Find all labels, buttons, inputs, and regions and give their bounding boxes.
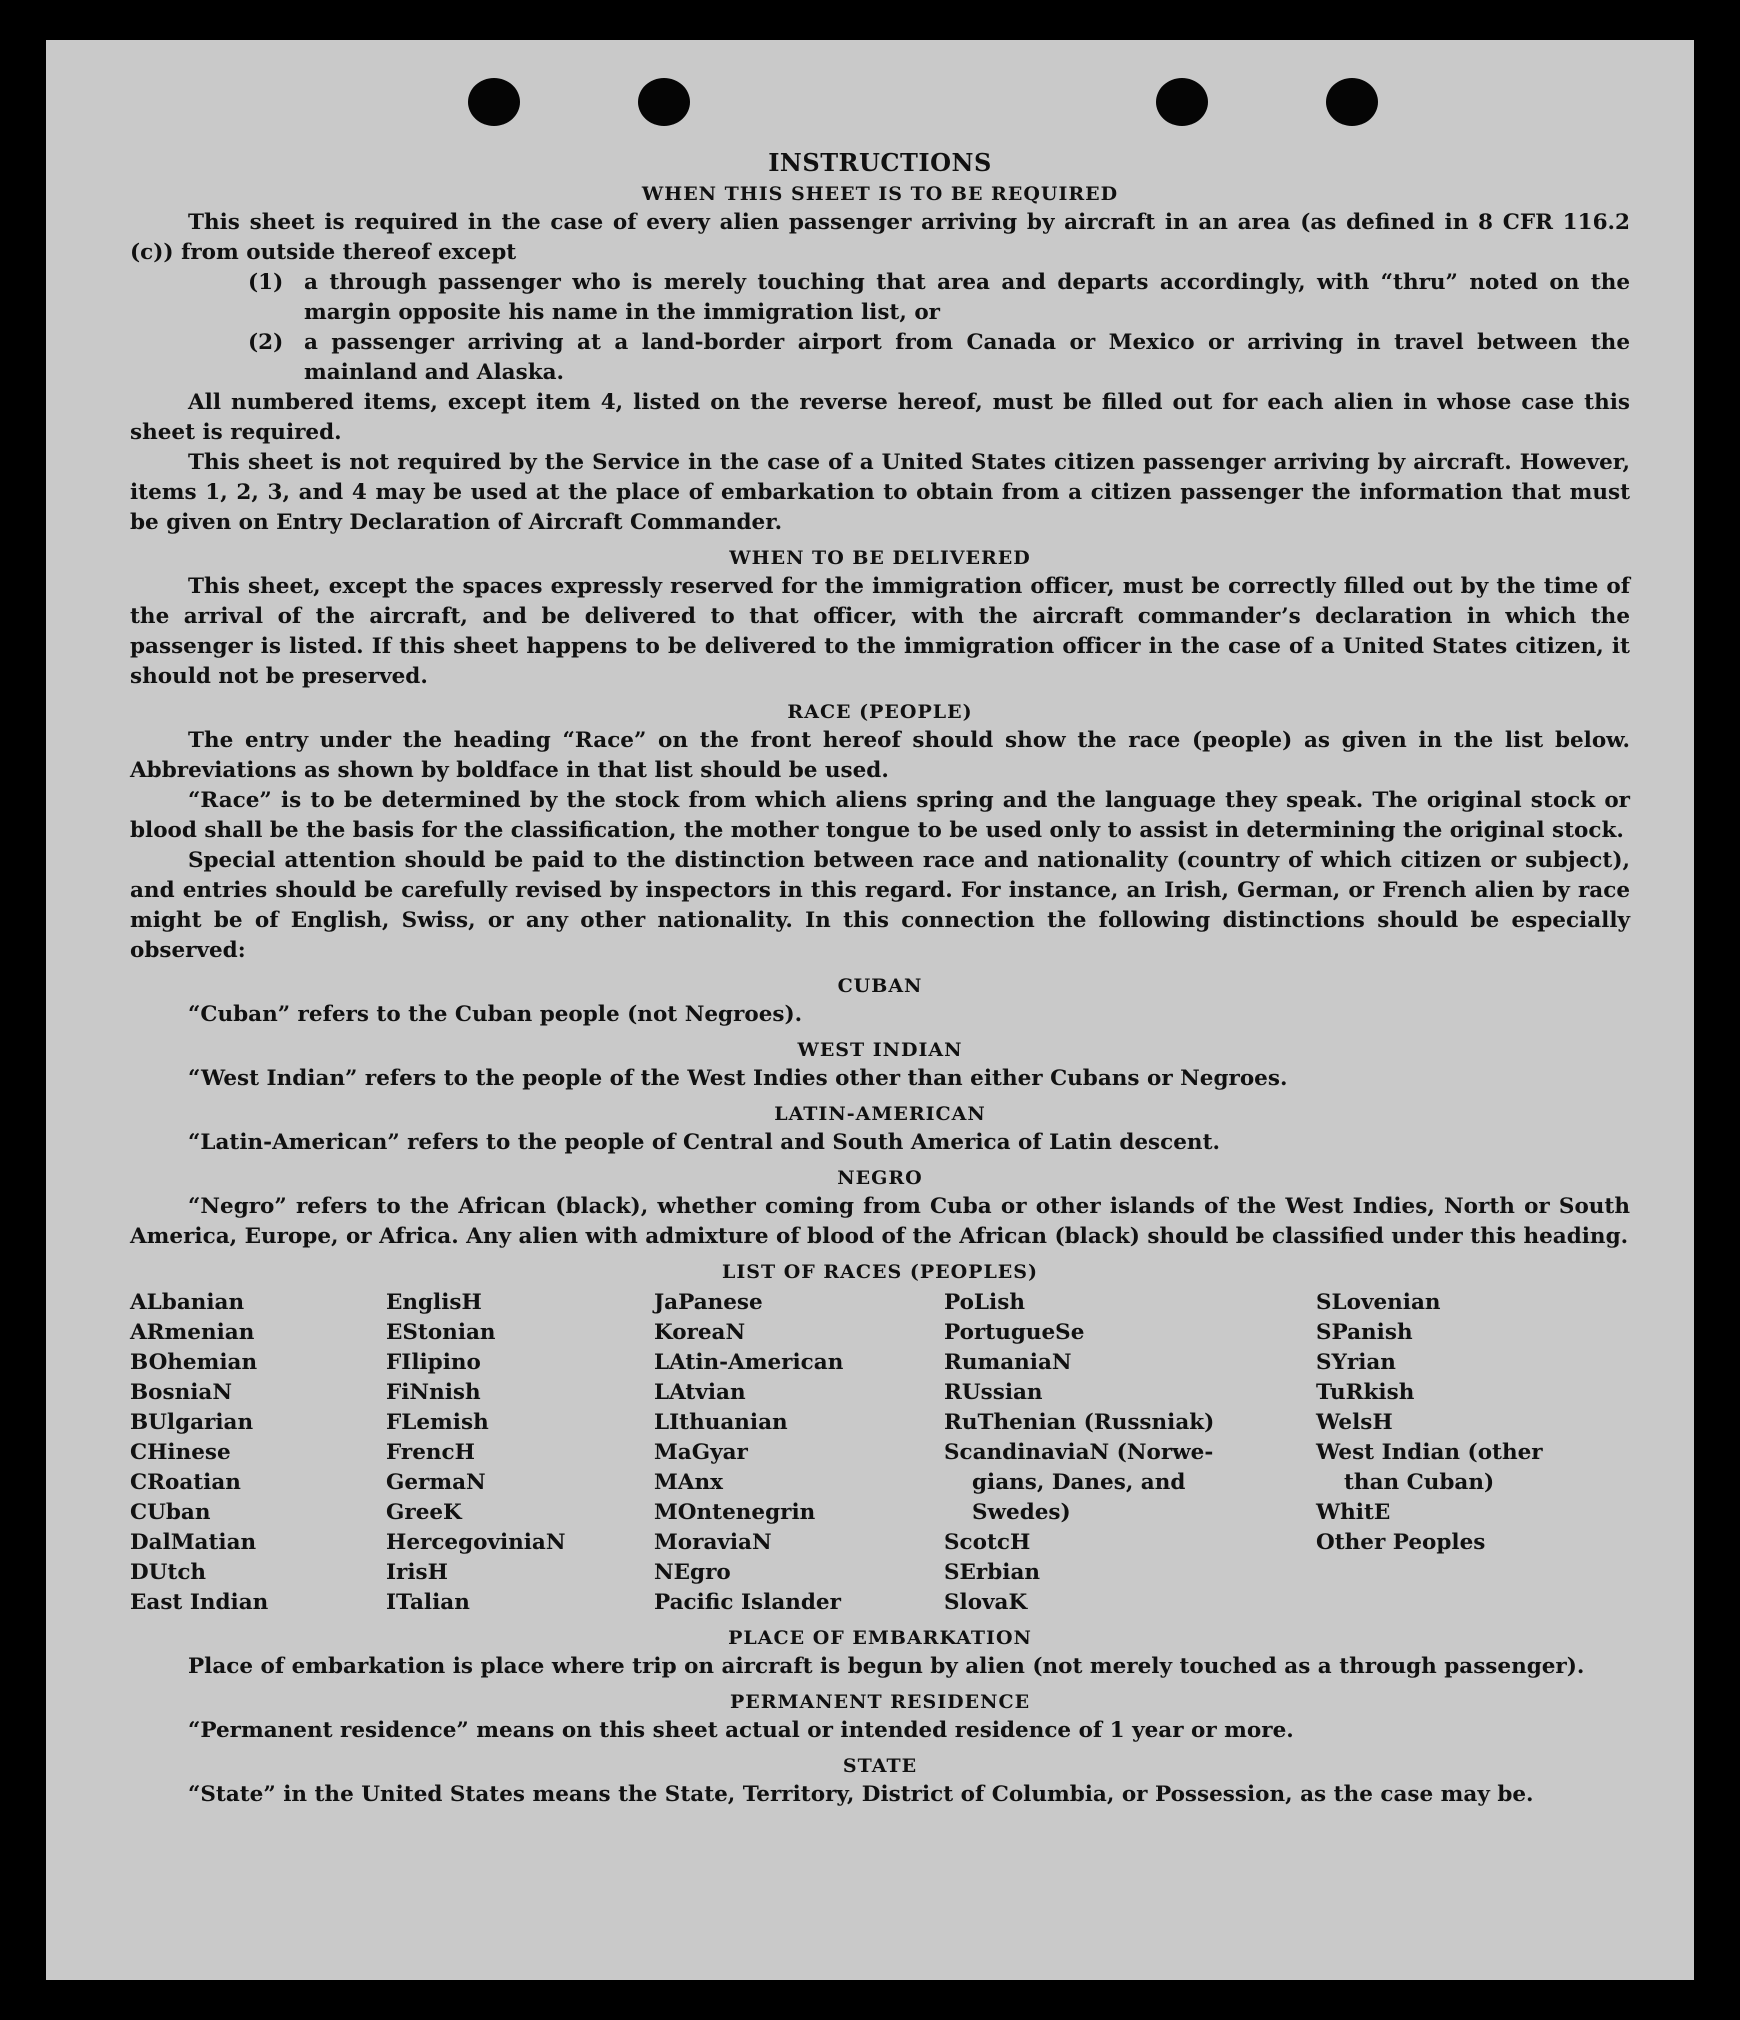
race-column [1316,1288,1616,1618]
race-entry: GreeK [386,1500,462,1525]
race-entry: ITalian [386,1590,470,1615]
race-entry: HercegoviniaN [386,1530,566,1555]
race-entry: SlovaK [944,1590,1028,1615]
race-entry: BosniaN [130,1380,232,1405]
race-entry: CUban [130,1500,211,1525]
race-entry: EStonian [386,1320,496,1345]
race-entry: WhitE [1316,1500,1391,1525]
exception-number: (2) [248,330,284,355]
heading-race: RACE (PEOPLE) [787,701,973,723]
numbered-items-paragraph: All numbered items, except item 4, listed on the reverse hereof, must be filled out for each alien in whose case this sheet is required. [130,390,1630,445]
permanent-residence-text: “Permanent residence” means on this sheet actual or intended residence of 1 year or more. [188,1718,1294,1743]
embarkation-text: Place of embarkation is place where trip on aircraft is begun by alien (not merely touched as a through passenger). [188,1654,1585,1679]
race-entry: TuRkish [1316,1380,1415,1405]
race-entry: BUlgarian [130,1410,254,1435]
race-entry: SYrian [1316,1350,1396,1375]
heading-when-required: WHEN THIS SHEET IS TO BE REQUIRED [641,183,1119,205]
race-entry: DalMatian [130,1530,257,1555]
race-column [130,1288,386,1618]
race-entry: ALbanian [130,1290,245,1315]
heading-list-of-races: LIST OF RACES (PEOPLES) [722,1261,1038,1283]
punch-hole [468,78,520,126]
race-entry: East Indian [130,1590,269,1615]
exception-text: a through passenger who is merely touching that area and departs accordingly, with “thru” noted on the margin opposite his name in the immigration list, or [304,270,1630,325]
race-entry: MOntenegrin [654,1500,816,1525]
race-entry: FIlipino [386,1350,481,1375]
cuban-text: “Cuban” refers to the Cuban people (not Negroes). [188,1002,803,1027]
heading-permanent-residence: PERMANENT RESIDENCE [729,1691,1031,1713]
race-entry-continuation: Swedes) [972,1500,1071,1525]
when-required-intro: This sheet is required in the case of every alien passenger arriving by aircraft in an area (as defined in 8 CFR 116.2 (c)) from outside thereof except [130,210,1630,265]
race-entry: SErbian [944,1560,1041,1585]
race-entry: FLemish [386,1410,489,1435]
race-list [130,1288,1630,1618]
race-entry: ScotcH [944,1530,1031,1555]
instructions-content [130,146,1630,1810]
west-indian-text: “West Indian” refers to the people of the West Indies other than either Cubans or Negroes. [188,1066,1288,1091]
race-entry: RuThenian (Russniak) [944,1410,1215,1435]
heading-west-indian: WEST INDIAN [797,1039,963,1061]
race-entry: MaGyar [654,1440,748,1465]
race-entry: LIthuanian [654,1410,788,1435]
race-entry: ARmenian [130,1320,255,1345]
race-entry: ScandinaviaN (Norwe- [944,1440,1214,1465]
citizen-paragraph: This sheet is not required by the Service in the case of a United States citizen passenger arriving by aircraft. However, items 1, 2, 3, and 4 may be used at the place of embarkation to obtain from a citizen passenger the information that must be given on Entry Declaration of Aircraft Commander. [130,450,1630,535]
heading-latin-american: LATIN-AMERICAN [774,1103,986,1125]
race-entry: FiNnish [386,1380,481,1405]
race-entry: PoLish [944,1290,1025,1315]
heading-state: STATE [842,1755,918,1777]
exception-number: (1) [248,270,284,295]
race-entry-continuation: gians, Danes, and [972,1470,1186,1495]
when-delivered-text: This sheet, except the spaces expressly reserved for the immigration officer, must be correctly filled out by the time of the arrival of the aircraft, and be delivered to that officer, with the aircraft commander’s declaration in which the passenger is listed. If this sheet happens to be delivered to the immigration officer in the case of a United States citizen, it should not be preserved. [130,574,1630,689]
race-entry: West Indian (other [1316,1440,1543,1465]
race-entry: FrencH [386,1440,475,1465]
page-title: INSTRUCTIONS [768,148,992,177]
race-entry: BOhemian [130,1350,258,1375]
heading-when-delivered: WHEN TO BE DELIVERED [729,547,1031,569]
race-entry: LAtin-American [654,1350,844,1375]
race-entry: MAnx [654,1470,723,1495]
race-entry: RUssian [944,1380,1043,1405]
punch-hole [638,78,690,126]
race-entry: GermaN [386,1470,486,1495]
race-entry: RumaniaN [944,1350,1072,1375]
document-sheet [46,40,1694,1980]
race-entry: JaPanese [654,1290,763,1315]
race-entry: MoraviaN [654,1530,772,1555]
race-entry: DUtch [130,1560,207,1585]
exception-item [130,268,1630,328]
race-entry: LAtvian [654,1380,746,1405]
race-column [386,1288,654,1618]
race-paragraph-3: Special attention should be paid to the distinction between race and nationality (country of which citizen or subject), and entries should be carefully revised by inspectors in this regard. For instance, an Irish, German, or French alien by race might be of English, Swiss, or any other nationality. In this connection the following distinctions should be especially observed: [130,848,1630,963]
negro-text: “Negro” refers to the African (black), whether coming from Cuba or other islands of the West Indies, North or South America, Europe, or Africa. Any alien with admixture of blood of the African (black) should be classified under this heading. [130,1194,1630,1249]
race-entry: CHinese [130,1440,231,1465]
heading-embarkation: PLACE OF EMBARKATION [728,1627,1032,1649]
race-entry: CRoatian [130,1470,241,1495]
state-text: “State” in the United States means the State, Territory, District of Columbia, or Possession, as the case may be. [188,1782,1534,1807]
race-column [654,1288,944,1618]
punch-hole [1326,78,1378,126]
heading-negro: NEGRO [837,1167,923,1189]
race-entry: EnglisH [386,1290,482,1315]
heading-cuban: CUBAN [837,975,923,997]
race-entry: WelsH [1316,1410,1393,1435]
race-paragraph-1: The entry under the heading “Race” on the front hereof should show the race (people) as given in the list below. Abbreviations as shown by boldface in that list should be used. [130,728,1630,783]
race-paragraph-2: “Race” is to be determined by the stock from which aliens spring and the language they speak. The original stock or blood shall be the basis for the classification, the mother tongue to be used only to assist in determining the original stock. [130,788,1630,843]
race-column [944,1288,1316,1618]
race-entry: SPanish [1316,1320,1413,1345]
race-entry: Other Peoples [1316,1530,1486,1555]
latin-american-text: “Latin-American” refers to the people of Central and South America of Latin descent. [188,1130,1220,1155]
race-entry-continuation: than Cuban) [1344,1470,1495,1495]
race-entry: Pacific Islander [654,1590,841,1615]
race-entry: PortugueSe [944,1320,1085,1345]
punch-hole [1156,78,1208,126]
race-entry: SLovenian [1316,1290,1441,1315]
race-entry: IrisH [386,1560,448,1585]
exception-item [130,328,1630,388]
race-entry: NEgro [654,1560,731,1585]
race-entry: KoreaN [654,1320,746,1345]
exception-text: a passenger arriving at a land-border airport from Canada or Mexico or arriving in travel between the mainland and Alaska. [304,330,1630,385]
